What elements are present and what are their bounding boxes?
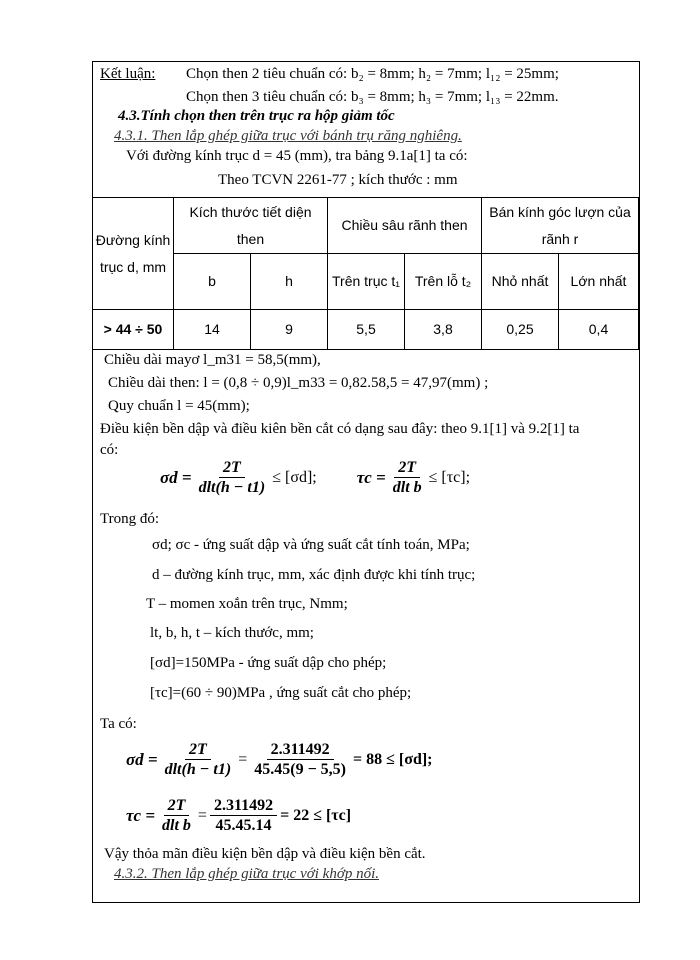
sigma-fraction	[195, 458, 270, 499]
shaft-diameter-line: Với đường kính trục d = 45 (mm), tra bảng 9.1a[1] ta có:	[126, 148, 468, 164]
conclusion-line-2: Chọn then 3 tiêu chuẩn có: b₃ = 8mm; h₃ = 7mm; l₁₃ = 22mm.	[186, 89, 559, 105]
calc-tau-fraction-2	[210, 796, 277, 837]
conclusion-line-1: Chọn then 2 tiêu chuẩn có: b₂ = 8mm; h₂ = 7mm; l₁₂ = 25mm;	[186, 66, 559, 82]
key-spec-table	[92, 197, 639, 350]
table-cell: 9	[251, 310, 328, 350]
definition-diameter: d – đường kính trục, mm, xác định được khi tính trục;	[152, 567, 476, 583]
standard-line: Theo TCVN 2261-77 ; kích thước : mm	[218, 172, 458, 188]
calc-sigma: σd = $\frac{2T}{\text{dlt(h − t1)}}$ = $\frac{2.311492}{45.45(9 - 5,5)}$ = 88 ≤ [σd];	[126, 740, 433, 781]
header-min: Nhỏ nhất	[482, 254, 559, 310]
sigma-lhs: σd =	[160, 468, 192, 488]
calc-sigma-lhs: σd =	[126, 750, 158, 770]
table-cell: 0,25	[482, 310, 559, 350]
key-length-line: Chiều dài then: l = (0,8 ÷ 0,9)l_m33 = 0,82.58,5 = 47,97(mm) ;	[108, 375, 489, 391]
header-fillet-radius: Bán kính góc lượn của rãnh r	[482, 198, 639, 254]
sigma-denominator: dlt(h − t1)	[198, 479, 266, 497]
we-have-label: Ta có:	[100, 716, 137, 732]
table-cell: 5,5	[328, 310, 405, 350]
condition-line-2: có:	[100, 442, 119, 458]
table-cell: 0,4	[559, 310, 639, 350]
tau-rhs: ≤ [τc];	[428, 469, 471, 487]
formula-general	[160, 458, 470, 499]
header-diameter: Đường kính trục d, mm	[93, 198, 174, 310]
calc-tau-lhs: τc =	[126, 806, 156, 826]
header-groove-depth: Chiều sâu rãnh then	[328, 198, 482, 254]
calc-tau-fraction-1	[158, 796, 195, 837]
calc-sigma-result: = 88 ≤ [σd];	[353, 751, 433, 769]
calc-tau: τc = $\frac{2T}{\text{dlt b}}$ = $\frac{2.311492}{45.45.14}$ = 22 ≤ [τc]	[126, 796, 351, 837]
hub-length-line: Chiều dài mayơ l_m31 = 58,5(mm),	[104, 352, 321, 368]
table-cell: > 44 ÷ 50	[93, 310, 174, 350]
calc-sigma-den-2: 45.45(9 − 5,5)	[254, 761, 347, 779]
tau-numerator: 2T	[394, 458, 420, 478]
tau-lhs: τc =	[356, 468, 386, 488]
standardize-line: Quy chuẩn l = 45(mm);	[108, 398, 250, 414]
sigma-rhs: ≤ [σd];	[272, 469, 317, 487]
where-label: Trong đó:	[100, 511, 160, 527]
calc-tau-num-1: 2T	[164, 796, 190, 816]
tau-fraction	[389, 458, 426, 499]
section-heading: 4.3.Tính chọn then trên trục ra hộp giảm tốc	[118, 108, 395, 124]
header-max: Lớn nhất	[559, 254, 639, 310]
tau-denominator: dlt b	[392, 479, 422, 497]
definition-stress: σd; σc - ứng suất dập và ứng suất cắt tính toán, MPa;	[152, 537, 470, 553]
definition-torque: T – momen xoắn trên trục, Nmm;	[146, 596, 348, 612]
header-key-size: Kích thước tiết diện then	[174, 198, 328, 254]
calc-tau-den-1: dlt b	[162, 817, 191, 835]
satisfied-line: Vậy thỏa mãn điều kiện bền dập và điều kiện bền cắt.	[104, 846, 426, 862]
definition-allow-crush: [σd]=150MPa - ứng suất dập cho phép;	[150, 655, 387, 671]
subsection-title-2: 4.3.2. Then lắp ghép giữa trục với khớp nối.	[114, 866, 379, 882]
table-cell: 3,8	[405, 310, 482, 350]
calc-tau-result: = 22 ≤ [τc]	[280, 807, 352, 825]
calc-tau-num-2: 2.311492	[210, 796, 277, 816]
calc-sigma-fraction-1	[161, 740, 236, 781]
calc-tau-den-2: 45.45.14	[215, 817, 272, 835]
table-cell: 14	[174, 310, 251, 350]
condition-line-1: Điều kiện bền dập và điều kiên bền cắt có dạng sau đây: theo 9.1[1] và 9.2[1] ta	[100, 421, 580, 437]
header-on-shaft: Trên trục t₁	[328, 254, 405, 310]
header-b: b	[174, 254, 251, 310]
definition-allow-shear: [τc]=(60 ÷ 90)MPa , ứng suất cắt cho phép;	[150, 685, 412, 701]
subsection-title-1: 4.3.1. Then lắp ghép giữa trục với bánh trụ răng nghiêng.	[114, 128, 462, 144]
calc-sigma-num-2: 2.311492	[267, 740, 334, 760]
conclusion-label: Kết luận:	[100, 66, 156, 82]
calc-sigma-den-1: dlt(h − t1)	[164, 761, 232, 779]
header-on-hole: Trên lỗ t₂	[405, 254, 482, 310]
calc-sigma-num-1: 2T	[185, 740, 211, 760]
definition-dimensions: lt, b, h, t – kích thước, mm;	[150, 625, 314, 641]
calc-sigma-fraction-2	[250, 740, 350, 781]
header-h: h	[251, 254, 328, 310]
sigma-numerator: 2T	[219, 458, 245, 478]
